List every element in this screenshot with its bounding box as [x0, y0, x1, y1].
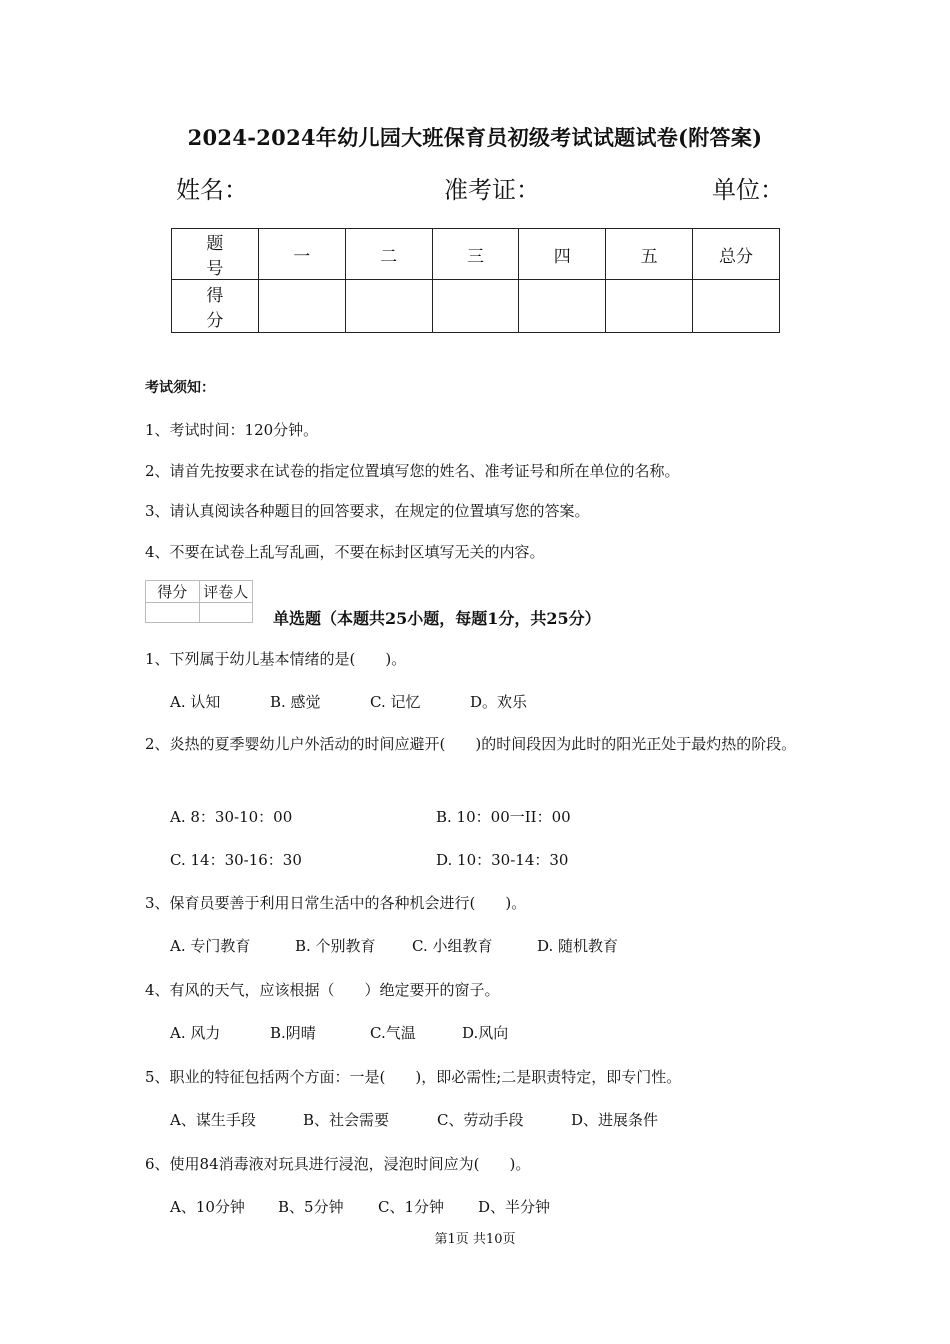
question-option: A. 8：30-10：00 [170, 808, 293, 826]
notice-item: 3、请认真阅读各种题目的回答要求，在规定的位置填写您的答案。 [145, 502, 590, 520]
question-option: A. 认知 [170, 693, 221, 711]
score-table-header-cell: 一 [258, 229, 345, 280]
score-cell[interactable] [519, 280, 606, 333]
question-option: D、半分钟 [478, 1198, 551, 1216]
question-option: C. 小组教育 [412, 937, 493, 955]
question-option: B. 感觉 [270, 693, 321, 711]
grader-score-cell[interactable] [146, 603, 200, 623]
question-option: C.气温 [370, 1024, 416, 1042]
candidate-info-row [176, 170, 784, 206]
score-table-header-cell: 总分 [693, 229, 780, 280]
score-row-label: 得 分 [172, 280, 259, 333]
question-option: B. 10：00一II：00 [436, 808, 571, 826]
grader-name-label: 评卷人 [199, 581, 253, 603]
score-table [171, 228, 780, 333]
question-option: A. 风力 [170, 1024, 221, 1042]
question-option: D、进展条件 [571, 1111, 659, 1129]
question-stem: 5、职业的特征包括两个方面：一是( )，即必需性;二是职责特定，即专门性。 [145, 1068, 682, 1086]
question-option: D. 随机教育 [537, 937, 619, 955]
section-title: 单选题（本题共25小题，每题1分，共25分） [273, 609, 601, 628]
question-option: B. 个别教育 [295, 937, 376, 955]
score-table-header-cell: 四 [519, 229, 606, 280]
name-label: 姓名： [176, 176, 248, 204]
score-cell[interactable] [258, 280, 345, 333]
question-stem: 6、使用84消毒液对玩具进行浸泡，浸泡时间应为( )。 [145, 1155, 531, 1173]
grader-score-label: 得分 [146, 581, 200, 603]
question-option: A、谋生手段 [170, 1111, 256, 1129]
score-cell[interactable] [432, 280, 519, 333]
score-table-score-row [172, 280, 780, 333]
question-option: B、5分钟 [278, 1198, 344, 1216]
notice-item: 2、请首先按要求在试卷的指定位置填写您的姓名、准考证号和所在单位的名称。 [145, 462, 680, 480]
question-option: C. 记忆 [370, 693, 421, 711]
question-option: A. 专门教育 [170, 937, 251, 955]
score-table-header-cell: 题 号 [172, 229, 259, 280]
question-option: B、社会需要 [303, 1111, 390, 1129]
question-option: D. 10：30-14：30 [436, 851, 569, 869]
notice-item: 4、不要在试卷上乱写乱画，不要在标封区填写无关的内容。 [145, 543, 545, 561]
question-option: C、1分钟 [378, 1198, 445, 1216]
question-option: D.风向 [462, 1024, 509, 1042]
score-cell[interactable] [606, 280, 693, 333]
question-stem: 3、保育员要善于利用日常生活中的各种机会进行( )。 [145, 894, 527, 912]
score-cell[interactable] [345, 280, 432, 333]
question-stem: 1、下列属于幼儿基本情绪的是( )。 [145, 650, 407, 668]
question-option: C. 14：30-16：30 [170, 851, 302, 869]
score-table-header-row [172, 229, 780, 280]
score-table-header-cell: 二 [345, 229, 432, 280]
score-table-header-cell: 五 [606, 229, 693, 280]
page-footer: 第1页 共10页 [434, 1232, 516, 1247]
score-cell[interactable] [693, 280, 780, 333]
score-table-header-cell: 三 [432, 229, 519, 280]
notice-item: 1、考试时间：120分钟。 [145, 421, 319, 439]
exam-number-label: 准考证： [444, 176, 540, 204]
notice-title: 考试须知： [145, 380, 215, 396]
question-option: D。欢乐 [470, 693, 528, 711]
question-option: A、10分钟 [170, 1198, 245, 1216]
grader-name-cell[interactable] [199, 603, 253, 623]
grader-box [145, 580, 253, 623]
question-stem: 2、炎热的夏季婴幼儿户外活动的时间应避开( )的时间段因为此时的阳光正处于最灼热的阶段。 [145, 735, 797, 753]
question-option: C、劳动手段 [437, 1111, 524, 1129]
question-stem: 4、有风的天气，应该根据（ ）绝定要开的窗子。 [145, 981, 500, 999]
unit-label: 单位： [712, 176, 784, 204]
page-title: 2024-2024年幼儿园大班保育员初级考试试题试卷(附答案) [187, 125, 763, 150]
question-option: B.阴晴 [270, 1024, 316, 1042]
